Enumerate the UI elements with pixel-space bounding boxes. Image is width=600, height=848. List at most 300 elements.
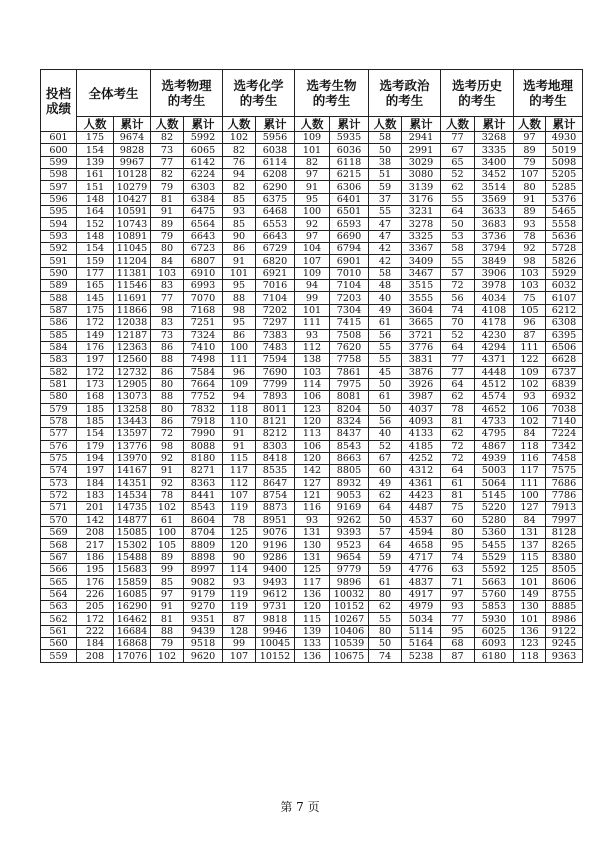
count-cell: 116 (295, 502, 330, 514)
cumulative-cell: 9828 (114, 144, 151, 156)
cumulative-cell: 6506 (546, 341, 583, 353)
count-cell: 92 (295, 218, 330, 230)
count-cell: 60 (369, 465, 402, 477)
cumulative-cell: 3569 (475, 193, 514, 205)
count-cell: 81 (151, 193, 184, 205)
score-cell: 600 (41, 144, 77, 156)
count-cell: 42 (369, 255, 402, 267)
count-cell: 71 (441, 576, 475, 588)
count-cell: 91 (514, 193, 546, 205)
count-cell: 52 (441, 169, 475, 181)
count-cell: 68 (441, 638, 475, 650)
count-cell: 154 (77, 144, 114, 156)
cumulative-cell: 6032 (546, 280, 583, 292)
count-cell: 154 (77, 243, 114, 255)
count-cell: 95 (223, 280, 256, 292)
cumulative-cell: 7410 (184, 341, 223, 353)
count-cell: 78 (514, 230, 546, 242)
count-cell: 100 (295, 206, 330, 218)
cumulative-cell: 7508 (330, 329, 369, 341)
cumulative-cell: 5663 (475, 576, 514, 588)
count-cell: 58 (369, 132, 402, 144)
count-cell: 91 (223, 440, 256, 452)
count-cell: 168 (77, 391, 114, 403)
cumulative-cell: 9082 (184, 576, 223, 588)
cumulative-cell: 10891 (114, 230, 151, 242)
cumulative-cell: 8180 (184, 452, 223, 464)
count-col-header: 人数 (151, 117, 184, 132)
cumulative-cell: 6118 (330, 156, 369, 168)
count-cell: 110 (223, 415, 256, 427)
count-cell: 80 (369, 625, 402, 637)
count-cell: 103 (514, 280, 546, 292)
table-row (41, 477, 583, 489)
cumulative-cell: 6901 (330, 255, 369, 267)
cumulative-cell: 6643 (184, 230, 223, 242)
count-cell: 137 (514, 539, 546, 551)
cumulative-cell: 8543 (330, 440, 369, 452)
count-cell: 79 (514, 156, 546, 168)
cumulative-cell: 7975 (330, 378, 369, 390)
count-cell: 217 (77, 539, 114, 551)
table-row (41, 169, 583, 181)
cumulative-cell: 6384 (184, 193, 223, 205)
count-cell: 226 (77, 588, 114, 600)
cumulative-cell: 9122 (546, 625, 583, 637)
cumulative-cell: 8212 (256, 428, 295, 440)
cumulative-cell: 7918 (184, 415, 223, 427)
cumulative-cell: 5064 (475, 477, 514, 489)
count-cell: 77 (441, 613, 475, 625)
cumulative-cell: 5019 (546, 144, 583, 156)
count-cell: 72 (151, 428, 184, 440)
count-cell: 115 (514, 551, 546, 563)
cumulative-cell: 10279 (114, 181, 151, 193)
count-cell: 145 (77, 292, 114, 304)
table-row (41, 650, 583, 662)
count-cell: 57 (441, 267, 475, 279)
count-cell: 82 (223, 144, 256, 156)
score-cell: 559 (41, 650, 77, 662)
count-cell: 45 (369, 366, 402, 378)
count-cell: 101 (295, 304, 330, 316)
count-cell: 120 (295, 415, 330, 427)
cumulative-cell: 9076 (256, 527, 295, 539)
count-cell: 173 (77, 378, 114, 390)
count-cell: 118 (514, 440, 546, 452)
cumulative-cell: 3555 (402, 292, 441, 304)
cumulative-cell: 7224 (546, 428, 583, 440)
cumulative-cell: 11381 (114, 267, 151, 279)
cumulative-cell: 3231 (402, 206, 441, 218)
score-cell: 595 (41, 206, 77, 218)
table-row (41, 489, 583, 501)
count-cell: 64 (441, 465, 475, 477)
cumulative-cell: 13597 (114, 428, 151, 440)
cumulative-cell: 7168 (184, 304, 223, 316)
count-cell: 73 (151, 329, 184, 341)
count-cell: 176 (77, 576, 114, 588)
cumulative-cell: 8898 (184, 551, 223, 563)
count-cell: 96 (514, 317, 546, 329)
cumulative-cell: 9946 (256, 625, 295, 637)
cumulative-cell: 8088 (184, 440, 223, 452)
count-cell: 98 (514, 255, 546, 267)
count-cell: 61 (369, 317, 402, 329)
count-cell: 101 (514, 613, 546, 625)
count-cell: 82 (295, 156, 330, 168)
count-cell: 184 (77, 477, 114, 489)
cumulative-cell: 4178 (475, 317, 514, 329)
count-cell: 119 (223, 502, 256, 514)
count-cell: 59 (369, 564, 402, 576)
score-cell: 579 (41, 403, 77, 415)
count-cell: 61 (151, 514, 184, 526)
table-row (41, 193, 583, 205)
cumulative-cell: 7498 (184, 354, 223, 366)
count-cell: 154 (77, 428, 114, 440)
count-cell: 100 (151, 527, 184, 539)
count-cell: 93 (295, 329, 330, 341)
count-cell: 102 (514, 415, 546, 427)
count-cell: 80 (514, 181, 546, 193)
cumulative-cell: 10045 (256, 638, 295, 650)
count-cell: 91 (295, 181, 330, 193)
count-cell: 93 (514, 391, 546, 403)
cumulative-cell: 6628 (546, 354, 583, 366)
count-cell: 65 (441, 156, 475, 168)
count-cell: 48 (369, 280, 402, 292)
count-cell: 79 (151, 230, 184, 242)
count-cell: 122 (514, 354, 546, 366)
cumulative-cell: 7786 (546, 489, 583, 501)
score-cell: 577 (41, 428, 77, 440)
cumulative-cell: 10675 (330, 650, 369, 662)
cumulative-cell: 12363 (114, 341, 151, 353)
cumulative-cell: 4252 (402, 452, 441, 464)
group-header: 选考生物的考生 (295, 70, 369, 117)
cumulative-cell: 8663 (330, 452, 369, 464)
count-cell: 176 (77, 341, 114, 353)
cumulative-cell: 8363 (184, 477, 223, 489)
cumulative-cell: 8271 (184, 465, 223, 477)
cumulative-cell: 8265 (546, 539, 583, 551)
count-cell: 77 (441, 354, 475, 366)
cumulative-cell: 5360 (475, 527, 514, 539)
count-cell: 85 (223, 193, 256, 205)
cumulative-cell: 3176 (402, 193, 441, 205)
count-cell: 183 (77, 489, 114, 501)
cumulative-cell: 10152 (256, 650, 295, 662)
cumulative-col-header: 累计 (256, 117, 295, 132)
cumulative-cell: 6921 (256, 267, 295, 279)
cumulative-cell: 8418 (256, 452, 295, 464)
cumulative-cell: 6114 (256, 156, 295, 168)
count-cell: 112 (295, 341, 330, 353)
count-cell: 73 (151, 144, 184, 156)
count-cell: 100 (223, 341, 256, 353)
count-cell: 96 (223, 366, 256, 378)
cumulative-cell: 4230 (475, 329, 514, 341)
count-cell: 50 (369, 403, 402, 415)
count-cell: 86 (223, 243, 256, 255)
count-cell: 119 (223, 588, 256, 600)
score-cell: 594 (41, 218, 77, 230)
count-cell: 87 (514, 329, 546, 341)
cumulative-cell: 7990 (184, 428, 223, 440)
cumulative-cell: 6107 (546, 292, 583, 304)
cumulative-cell: 7297 (256, 317, 295, 329)
count-cell: 62 (369, 601, 402, 613)
cumulative-cell: 6723 (184, 243, 223, 255)
cumulative-cell: 3029 (402, 156, 441, 168)
cumulative-cell: 13776 (114, 440, 151, 452)
cumulative-cell: 4594 (402, 527, 441, 539)
count-cell: 78 (151, 489, 184, 501)
score-cell: 571 (41, 502, 77, 514)
count-cell: 113 (295, 428, 330, 440)
cumulative-cell: 4795 (475, 428, 514, 440)
count-cell: 101 (514, 576, 546, 588)
cumulative-cell: 6475 (184, 206, 223, 218)
cumulative-cell: 6690 (330, 230, 369, 242)
count-cell: 78 (441, 403, 475, 415)
cumulative-cell: 7203 (330, 292, 369, 304)
count-cell: 161 (77, 169, 114, 181)
count-cell: 86 (151, 366, 184, 378)
cumulative-cell: 3278 (402, 218, 441, 230)
cumulative-cell: 4717 (402, 551, 441, 563)
cumulative-cell: 6401 (330, 193, 369, 205)
cumulative-cell: 7251 (184, 317, 223, 329)
count-cell: 106 (295, 391, 330, 403)
score-cell: 585 (41, 329, 77, 341)
cumulative-cell: 8604 (184, 514, 223, 526)
count-cell: 90 (223, 551, 256, 563)
count-cell: 98 (223, 304, 256, 316)
cumulative-cell: 4512 (475, 378, 514, 390)
count-cell: 184 (77, 638, 114, 650)
cumulative-cell: 8704 (184, 527, 223, 539)
cumulative-cell: 9196 (256, 539, 295, 551)
table-row (41, 514, 583, 526)
count-cell: 64 (369, 502, 402, 514)
count-cell: 109 (514, 366, 546, 378)
cumulative-cell: 5956 (256, 132, 295, 144)
count-cell: 94 (223, 391, 256, 403)
cumulative-cell: 4361 (402, 477, 441, 489)
table-row (41, 564, 583, 576)
cumulative-cell: 6142 (184, 156, 223, 168)
count-cell: 79 (151, 181, 184, 193)
count-cell: 117 (223, 465, 256, 477)
cumulative-cell: 3776 (402, 341, 441, 353)
count-cell: 83 (151, 317, 184, 329)
count-cell: 82 (223, 181, 256, 193)
table-row (41, 329, 583, 341)
count-cell: 72 (441, 280, 475, 292)
count-cell: 58 (369, 267, 402, 279)
cumulative-cell: 6025 (475, 625, 514, 637)
cumulative-cell: 4979 (402, 601, 441, 613)
count-cell: 81 (441, 489, 475, 501)
count-cell: 75 (441, 502, 475, 514)
count-cell: 64 (369, 539, 402, 551)
cumulative-cell: 5455 (475, 539, 514, 551)
count-cell: 40 (369, 292, 402, 304)
count-cell: 82 (151, 169, 184, 181)
cumulative-cell: 8437 (330, 428, 369, 440)
count-cell: 97 (295, 230, 330, 242)
count-cell: 197 (77, 465, 114, 477)
cumulative-cell: 6501 (330, 206, 369, 218)
cumulative-cell: 8873 (256, 502, 295, 514)
cumulative-cell: 14167 (114, 465, 151, 477)
count-cell: 91 (223, 428, 256, 440)
count-cell: 86 (151, 341, 184, 353)
count-cell: 115 (223, 452, 256, 464)
count-cell: 95 (223, 317, 256, 329)
count-cell: 91 (151, 465, 184, 477)
count-cell: 194 (77, 452, 114, 464)
cumulative-cell: 5280 (475, 514, 514, 526)
count-cell: 208 (77, 650, 114, 662)
count-cell: 67 (369, 452, 402, 464)
cumulative-cell: 5003 (475, 465, 514, 477)
count-cell: 95 (441, 539, 475, 551)
cumulative-cell: 7832 (184, 403, 223, 415)
cumulative-cell: 9169 (330, 502, 369, 514)
cumulative-cell: 7383 (256, 329, 295, 341)
cumulative-cell: 7584 (184, 366, 223, 378)
count-cell: 100 (514, 489, 546, 501)
cumulative-cell: 5376 (546, 193, 583, 205)
cumulative-cell: 10152 (330, 601, 369, 613)
cumulative-cell: 6224 (184, 169, 223, 181)
cumulative-col-header: 累计 (184, 117, 223, 132)
cumulative-cell: 8535 (256, 465, 295, 477)
cumulative-cell: 6215 (330, 169, 369, 181)
count-cell: 186 (77, 551, 114, 563)
table-row (41, 230, 583, 242)
cumulative-cell: 9493 (256, 576, 295, 588)
score-cell: 561 (41, 625, 77, 637)
score-cell: 567 (41, 551, 77, 563)
cumulative-cell: 9731 (256, 601, 295, 613)
cumulative-cell: 4537 (402, 514, 441, 526)
cumulative-cell: 16684 (114, 625, 151, 637)
cumulative-cell: 15683 (114, 564, 151, 576)
table-row (41, 218, 583, 230)
cumulative-col-header: 累计 (546, 117, 583, 132)
count-cell: 117 (295, 576, 330, 588)
cumulative-cell: 4574 (475, 391, 514, 403)
cumulative-cell: 5935 (330, 132, 369, 144)
count-cell: 123 (514, 638, 546, 650)
cumulative-cell: 6208 (256, 169, 295, 181)
cumulative-cell: 9518 (184, 638, 223, 650)
cumulative-cell: 3467 (402, 267, 441, 279)
cumulative-cell: 4185 (402, 440, 441, 452)
cumulative-cell: 7458 (546, 452, 583, 464)
cumulative-cell: 4658 (402, 539, 441, 551)
cumulative-cell: 7104 (256, 292, 295, 304)
cumulative-cell: 5853 (475, 601, 514, 613)
cumulative-cell: 6910 (184, 267, 223, 279)
cumulative-cell: 3849 (475, 255, 514, 267)
count-cell: 175 (77, 304, 114, 316)
cumulative-cell: 14877 (114, 514, 151, 526)
cumulative-cell: 3633 (475, 206, 514, 218)
count-cell: 84 (151, 255, 184, 267)
cumulative-cell: 5636 (546, 230, 583, 242)
count-cell: 55 (369, 341, 402, 353)
count-cell: 64 (441, 206, 475, 218)
count-cell: 148 (77, 193, 114, 205)
count-cell: 56 (369, 329, 402, 341)
cumulative-cell: 9286 (256, 551, 295, 563)
count-cell: 77 (441, 366, 475, 378)
score-cell: 560 (41, 638, 77, 650)
count-cell: 102 (151, 650, 184, 662)
count-cell: 107 (514, 169, 546, 181)
score-cell: 570 (41, 514, 77, 526)
count-cell: 61 (369, 391, 402, 403)
count-cell: 142 (77, 514, 114, 526)
cumulative-cell: 14534 (114, 489, 151, 501)
count-cell: 222 (77, 625, 114, 637)
count-cell: 89 (151, 218, 184, 230)
count-cell: 40 (369, 428, 402, 440)
count-cell: 50 (441, 218, 475, 230)
table-row (41, 502, 583, 514)
cumulative-cell: 15859 (114, 576, 151, 588)
count-cell: 80 (151, 403, 184, 415)
count-cell: 185 (77, 415, 114, 427)
cumulative-cell: 8755 (546, 588, 583, 600)
count-cell: 62 (441, 181, 475, 193)
score-cell: 572 (41, 489, 77, 501)
cumulative-cell: 6306 (330, 181, 369, 193)
cumulative-cell: 8986 (546, 613, 583, 625)
cumulative-cell: 8011 (256, 403, 295, 415)
count-cell: 95 (295, 193, 330, 205)
cumulative-cell: 11546 (114, 280, 151, 292)
score-distribution-table (40, 69, 583, 663)
count-cell: 38 (369, 156, 402, 168)
count-cell: 114 (295, 378, 330, 390)
count-cell: 131 (295, 551, 330, 563)
count-cell: 90 (223, 230, 256, 242)
table-row (41, 539, 583, 551)
table-row (41, 428, 583, 440)
cumulative-cell: 5992 (184, 132, 223, 144)
score-cell: 593 (41, 230, 77, 242)
count-cell: 175 (77, 132, 114, 144)
cumulative-cell: 9674 (114, 132, 151, 144)
cumulative-cell: 9270 (184, 601, 223, 613)
count-col-header: 人数 (295, 117, 330, 132)
count-cell: 103 (295, 366, 330, 378)
score-cell: 583 (41, 354, 77, 366)
cumulative-cell: 4034 (475, 292, 514, 304)
score-cell: 568 (41, 539, 77, 551)
table-row (41, 625, 583, 637)
cumulative-cell: 4423 (402, 489, 441, 501)
cumulative-cell: 8809 (184, 539, 223, 551)
cumulative-cell: 8303 (256, 440, 295, 452)
count-cell: 105 (151, 539, 184, 551)
